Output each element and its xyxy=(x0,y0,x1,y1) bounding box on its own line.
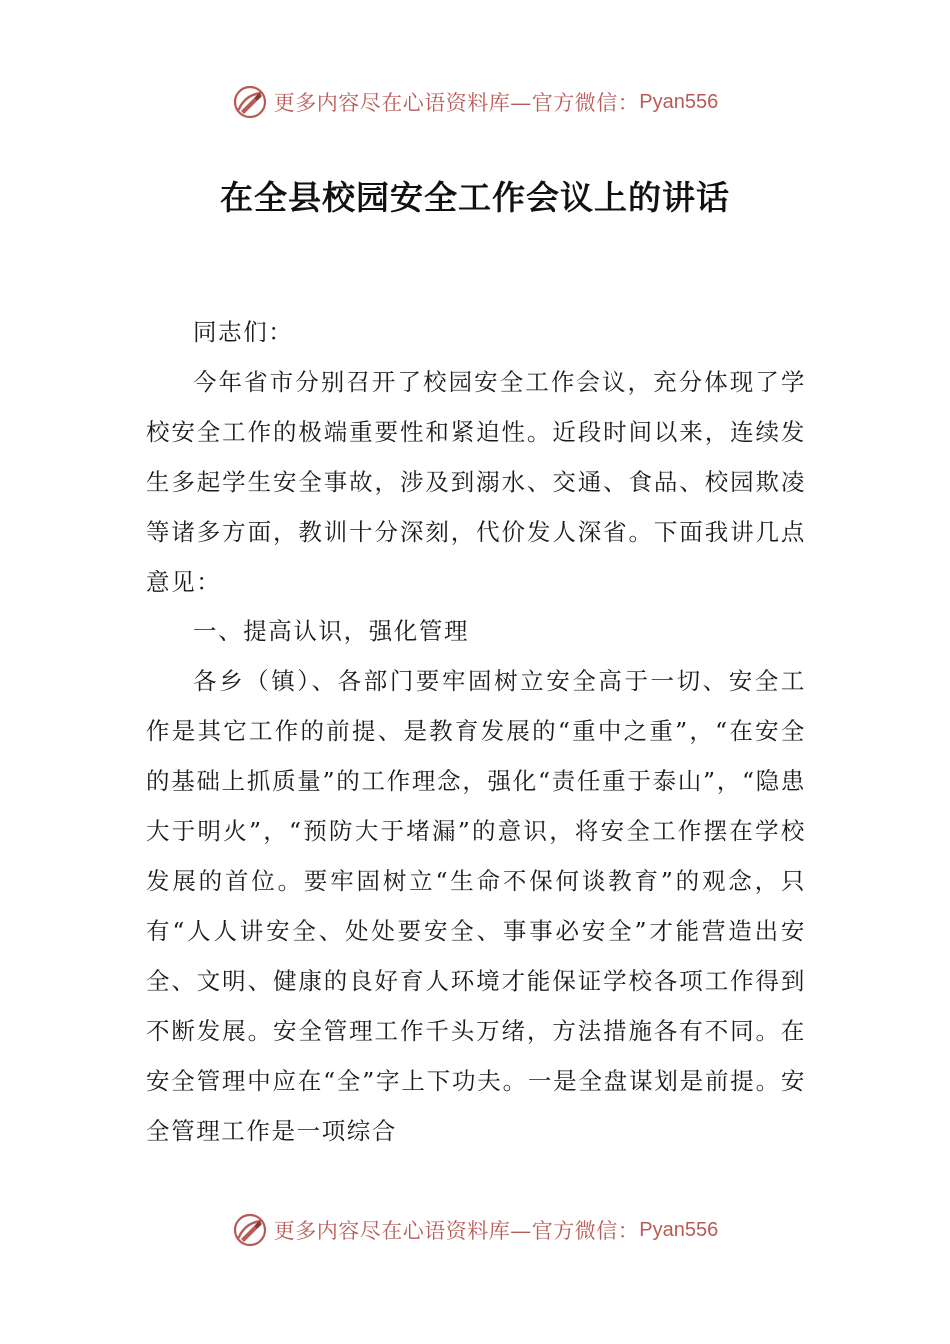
body-paragraph: 今年省市分别召开了校园安全工作会议，充分体现了学校安全工作的极端重要性和紧迫性。近段时间以来，连续发生多起学生安全事故，涉及到溺水、交通、食品、校园欺凌等诸多方面，教训十分深刻，代价发人深省。下面我讲几点意见： xyxy=(146,367,806,596)
pen-logo-icon xyxy=(232,84,268,120)
watermark-text: 更多内容尽在心语资料库—官方微信： xyxy=(273,1219,640,1243)
watermark-contact: Pyan556 xyxy=(639,90,719,113)
salutation: 同志们： xyxy=(193,318,294,346)
watermark-contact: Pyan556 xyxy=(639,1218,719,1241)
document-title: 在全县校园安全工作会议上的讲话 xyxy=(220,178,730,217)
watermark-text: 更多内容尽在心语资料库—官方微信： xyxy=(273,91,640,115)
document-body xyxy=(146,308,806,1156)
header-watermark xyxy=(0,80,950,124)
footer-watermark xyxy=(0,1208,950,1252)
body-paragraph: 各乡（镇）、各部门要牢固树立安全高于一切、安全工作是其它工作的前提、是教育发展的“重中之重”，“在安全的基础上抓质量”的工作理念，强化“责任重于泰山”，“隐患大于明火”，“预防大于堵漏”的意识，将安全工作摆在学校发展的首位。要牢固树立“生命不保何谈教育”的观念，只有“人人讲安全、处处要安全、事事必安全”才能营造出安全、文明、健康的良好育人环境才能保证学校各项工作得到不断发展。安全管理工作千头万绪，方法措施各有不同。在安全管理中应在“全”字上下功夫。一是全盘谋划是前提。安全管理工作是一项综合 xyxy=(146,667,806,1145)
section-heading: 一、提高认识，强化管理 xyxy=(193,617,470,646)
pen-logo-icon xyxy=(232,1212,268,1248)
